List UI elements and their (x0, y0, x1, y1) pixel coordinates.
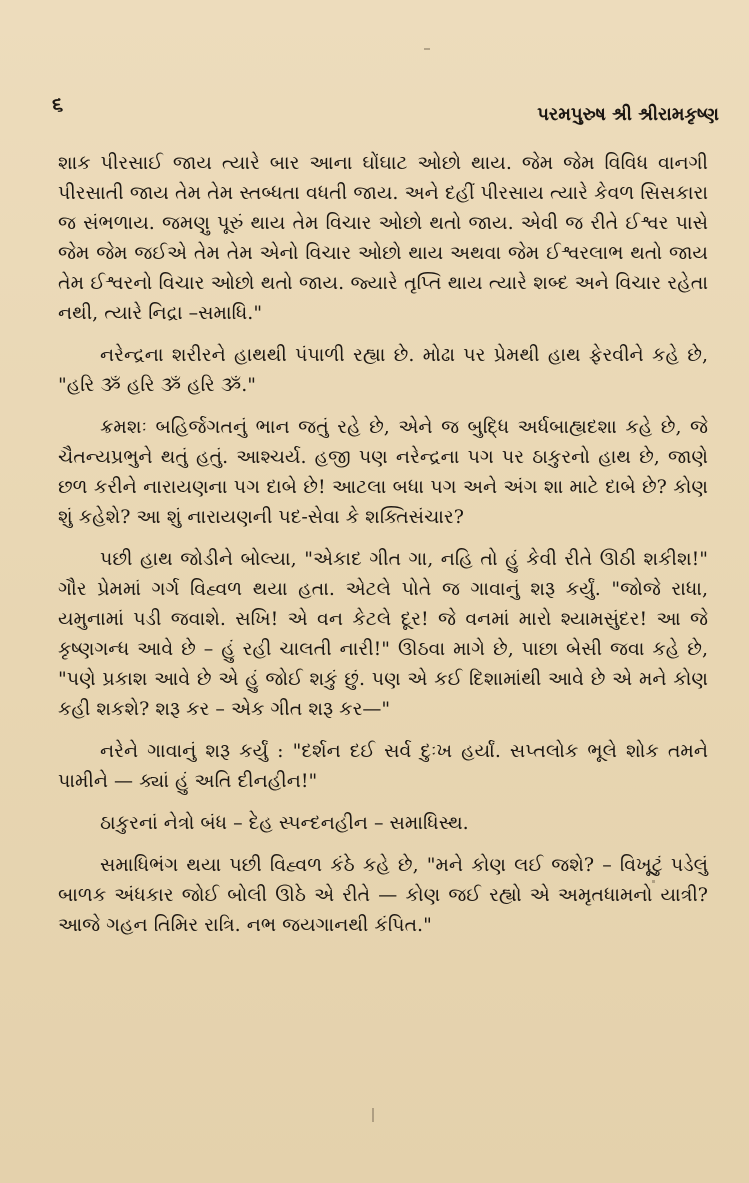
paragraph: પછી હાથ જોડીને બોલ્યા, "એકાદ ગીત ગા, નહિ તો હું કેવી રીતે ઊઠી શકીશ!" ગૌર પ્રેમમાં ગર્ગ વિહ્વળ થયા હતા. એટલે પોતે જ ગાવાનું શરૂ કર્યું. "જોજે રાધા, યમુનામાં પડી જવાશે. સખિ! એ વન કેટલે દૂર! જે વનમાં મારો શ્યામસુંદર! આ જે કૃષ્ણગન્ધ આવે છે – હું રહી ચાલતી નારી!" ઊઠવા માગે છે, પાછા બેસી જવા કહે છે, "પણે પ્રકાશ આવે છે એ હું જોઈ શકું છું. પણ એ કઈ દિશામાંથી આવે છે એ મને કોણ કહી શકશે? શરૂ કર – એક ગીત શરૂ કર—" (58, 548, 708, 720)
body-text (58, 148, 708, 952)
page-number: ૬ (52, 92, 64, 116)
paper-speck (652, 880, 655, 883)
running-head: પરમપુરુષ શ્રી શ્રીરામકૃષ્ણ (537, 104, 719, 125)
paragraph: ક્રમશઃ બહિર્જગતનું ભાન જતું રહે છે, એને જ બુદ્ધિ અર્ધબાહ્યદશા કહે છે, જે ચૈતન્યપ્રભુને થતું હતું. આશ્ચર્ય. હજી પણ નરેન્દ્રના પગ પર ઠાકુરનો હાથ છે, જાણે છળ કરીને નારાયણના પગ દાબે છે! આટલા બધા પગ અને અંગ શા માટે દાબે છે? કોણ શું કહેશે? આ શું નારાયણની પદ-સેવા કે શક્તિસંચાર? (58, 416, 708, 528)
paragraph: સમાધિભંગ થયા પછી વિહ્વળ કંઠે કહે છે, "મને કોણ લઈ જશે? – વિખૂટું પડેલું બાળક અંધકાર જોઈ બોલી ઊઠે એ રીતે — કોણ જઈ રહ્યો એ અમૃતધામનો યાત્રી? આજે ગહન તિમિર રાત્રિ. નભ જયગાનથી કંપિત." (58, 854, 708, 936)
paragraph: નરેન્દ્રના શરીરને હાથથી પંપાળી રહ્યા છે. મોઢા પર પ્રેમથી હાથ ફેરવીને કહે છે, "હરિ ૐ હરિ ૐ હરિ ૐ." (58, 344, 708, 396)
paragraph: નરેને ગાવાનું શરૂ કર્યું : "દર્શન દઈ સર્વ દુઃખ હર્યાં. સપ્તલોક ભૂલે શોક તમને પામીને — ક્યાં હું અતિ દીનહીન!" (58, 740, 708, 792)
paper-speck (372, 1108, 374, 1122)
paragraph: ઠાકુરનાં નેત્રો બંધ – દેહ સ્પન્દનહીન – સમાધિસ્થ. (100, 812, 469, 834)
paper-speck (424, 48, 430, 50)
paragraph: શાક પીરસાઈ જાય ત્યારે બાર આના ઘોંઘાટ ઓછો થાય. જેમ જેમ વિવિધ વાનગી પીરસાતી જાય તેમ તેમ સ્તબ્ધતા વધતી જાય. અને દહીં પીરસાય ત્યારે કેવળ સિસકારા જ સંભળાય. જમણુ પૂરું થાય તેમ વિચાર ઓછો થતો જાય. એવી જ રીતે ઈશ્વર પાસે જેમ જેમ જઈએ તેમ તેમ એનો વિચાર ઓછો થાય અથવા જેમ ઈશ્વરલાભ થતો જાય તેમ ઈશ્વરનો વિચાર ઓછો થતો જાય. જ્યારે તૃપ્તિ થાય ત્યારે શબ્દ અને વિચાર રહેતા નથી, ત્યારે નિદ્રા –સમાધિ." (58, 152, 708, 324)
